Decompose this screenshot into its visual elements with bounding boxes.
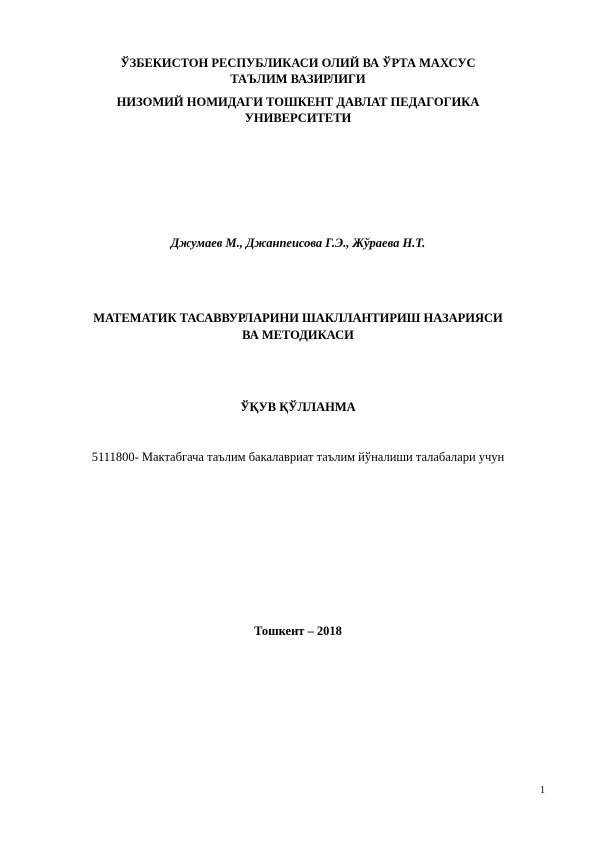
document-type: ЎҚУВ ҚЎЛЛАНМА [240, 400, 356, 414]
page-number: 1 [540, 785, 545, 796]
university-name-line-2: УНИВЕРСИТЕТИ [244, 111, 352, 125]
ministry-name-line-1: ЎЗБЕКИСТОН РЕСПУБЛИКАСИ ОЛИЙ ВА ЎРТА МАХСУС [120, 56, 476, 70]
authors: Джумаев М., Джанпеисова Г.Э., Жўраева Н.Т. [170, 236, 426, 250]
book-title-line-1: МАТЕМАТИК ТАСАВВУРЛАРИНИ ШАКЛЛАНТИРИШ НАЗАРИЯСИ [93, 311, 503, 325]
ministry-name-line-2: ТАЪЛИМ ВАЗИРЛИГИ [230, 72, 366, 86]
book-title-line-2: ВА МЕТОДИКАСИ [242, 328, 354, 342]
target-audience: 5111800- Мактабгача таълим бакалавриат таълим йўналиши талабалари учун [91, 450, 505, 464]
university-name-line-1: НИЗОМИЙ НОМИДАГИ ТОШКЕНТ ДАВЛАТ ПЕДАГОГИКА [116, 95, 480, 109]
city-and-year: Тошкент – 2018 [254, 624, 342, 638]
